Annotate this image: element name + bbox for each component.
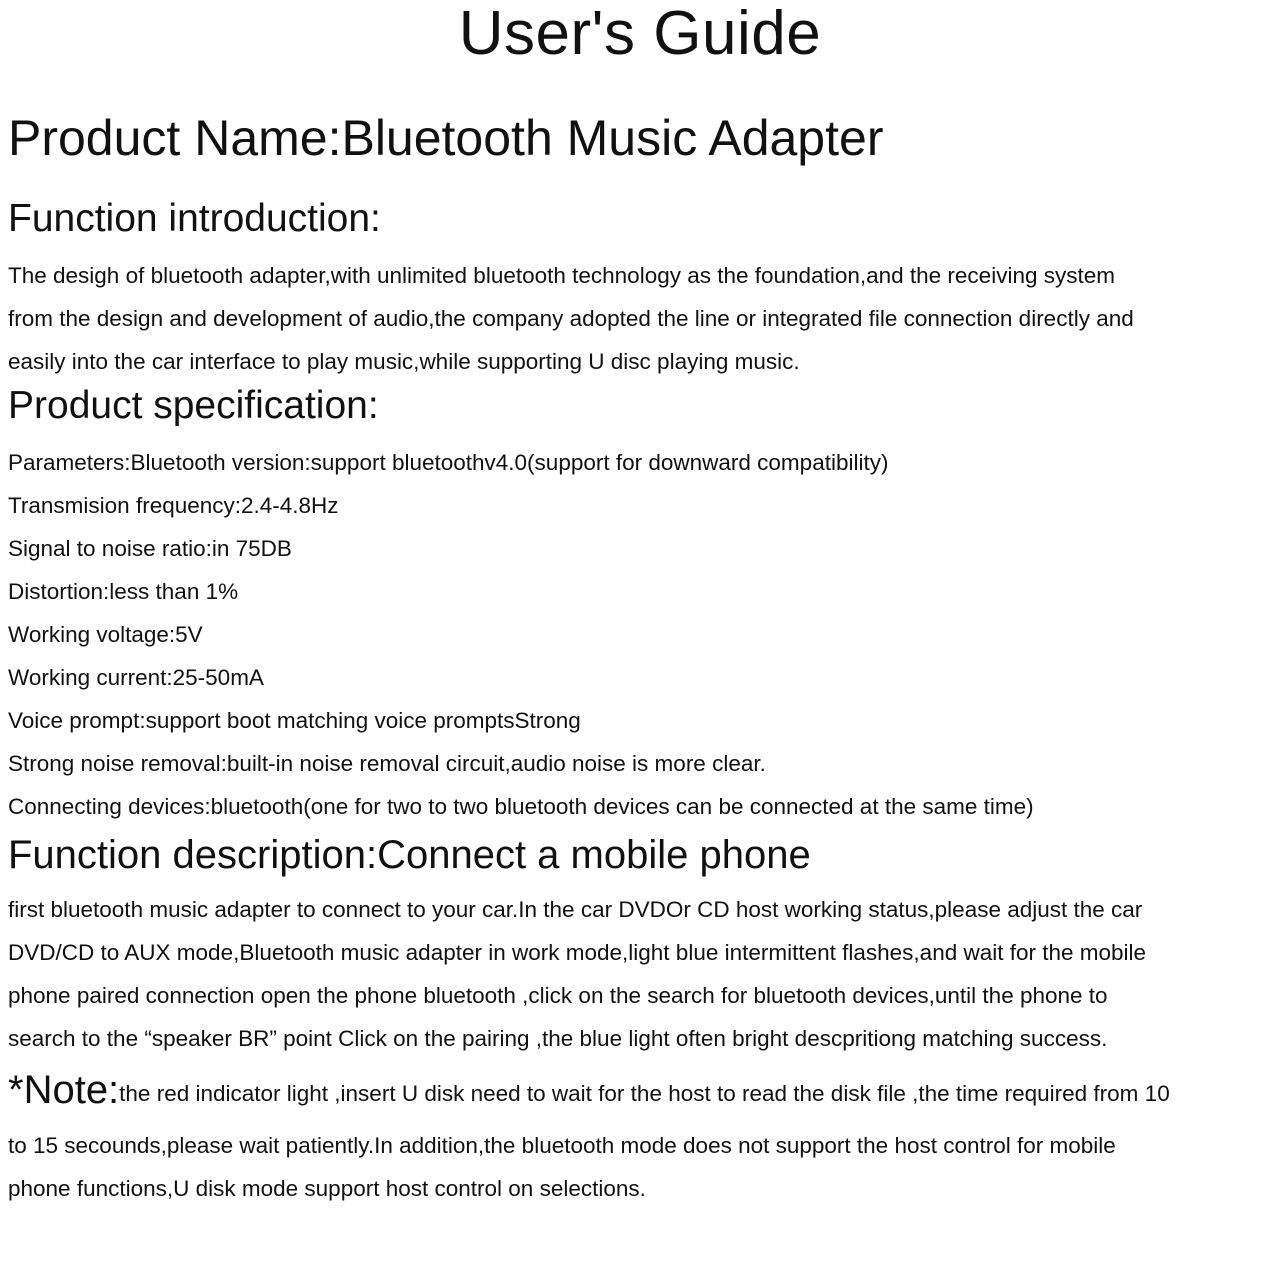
note-line: to 15 secounds,please wait patiently.In addition,the bluetooth mode does not support the host control for mobile: [8, 1133, 1116, 1158]
product-specification-heading: Product specification:: [8, 384, 379, 427]
spec-item: Distortion:less than 1%: [8, 579, 239, 604]
function-description-text: [8, 878, 1272, 1060]
intro-line: from the design and development of audio,the company adopted the line or integrated file connection directly and: [8, 306, 1134, 331]
specification-list: [8, 429, 1272, 828]
description-line: first bluetooth music adapter to connect to your car.In the car DVDOr CD host working status,please adjust the car: [8, 897, 1143, 922]
spec-item: Transmision frequency:2.4-4.8Hz: [8, 493, 339, 518]
note-line: phone functions,U disk mode support host control on selections.: [8, 1176, 646, 1201]
page-title: User's Guide: [458, 0, 822, 68]
spec-item: Working voltage:5V: [8, 622, 203, 647]
description-line: search to the “speaker BR” point Click on the pairing ,the blue light often bright descpritiong matching success.: [8, 1026, 1108, 1051]
product-name-heading: Product Name:Bluetooth Music Adapter: [8, 110, 884, 166]
intro-line: easily into the car interface to play music,while supporting U disc playing music.: [8, 349, 800, 374]
note-text: the red indicator light ,insert U disk need to wait for the host to read the disk file ,the time required from 10: [119, 1081, 1170, 1106]
description-line: phone paired connection open the phone bluetooth ,click on the search for bluetooth devices,until the phone to: [8, 983, 1108, 1008]
spec-item: Working current:25-50mA: [8, 665, 264, 690]
spec-item: Signal to noise ratio:in 75DB: [8, 536, 292, 561]
function-description-heading: Function description:Connect a mobile phone: [8, 833, 811, 877]
description-line: DVD/CD to AUX mode,Bluetooth music adapter in work mode,light blue intermittent flashes,and wait for the mobile: [8, 940, 1147, 965]
note-label: *Note:: [8, 1068, 120, 1112]
spec-item: Strong noise removal:built-in noise removal circuit,audio noise is more clear.: [8, 751, 766, 776]
intro-line: The desigh of bluetooth adapter,with unlimited bluetooth technology as the foundation,and the receiving system: [8, 263, 1115, 288]
spec-item: Connecting devices:bluetooth(one for two to two bluetooth devices can be connected at the same time): [8, 794, 1034, 819]
spec-item: Parameters:Bluetooth version:support bluetoothv4.0(support for downward compatibility): [8, 450, 889, 475]
function-introduction-heading: Function introduction:: [8, 197, 381, 240]
function-introduction-text: [8, 242, 1272, 383]
spec-item: Voice prompt:support boot matching voice promptsStrong: [8, 708, 581, 733]
note-first-line: [8, 1060, 1272, 1118]
